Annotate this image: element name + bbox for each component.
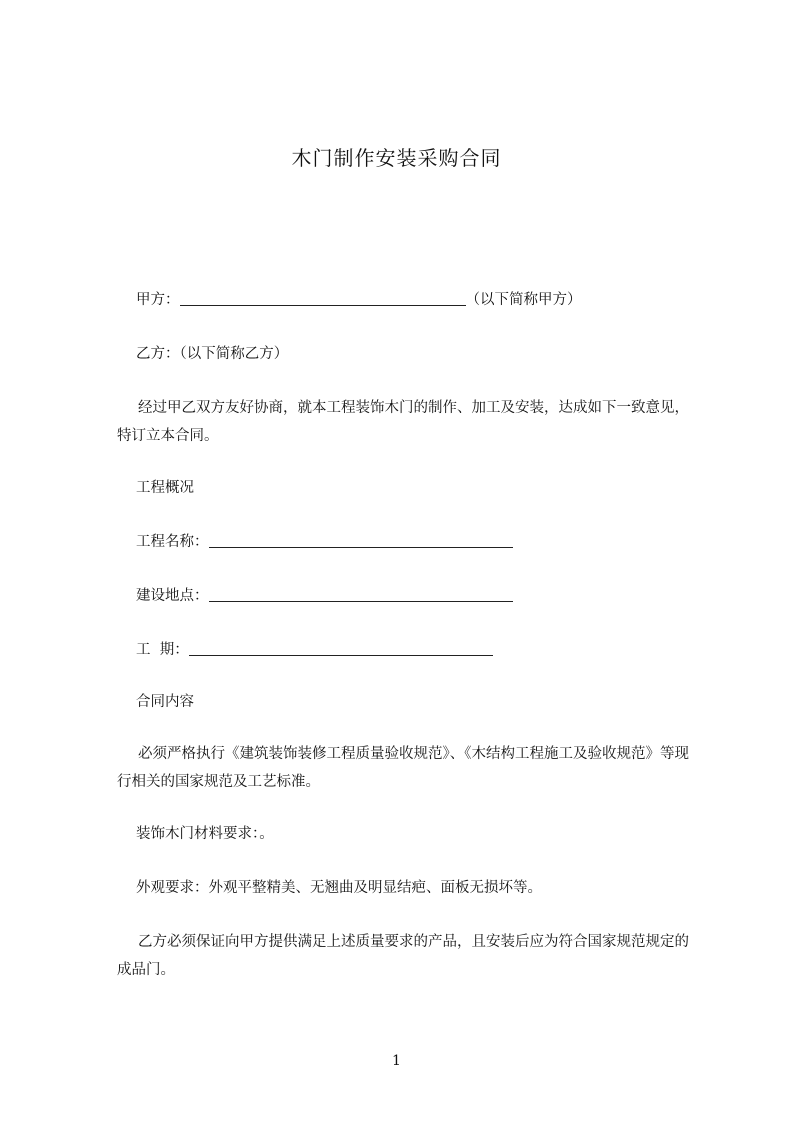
party-b-label: 乙方： xyxy=(136,346,180,362)
party-b-line xyxy=(136,340,288,368)
party-a-suffix: （以下简称甲方） xyxy=(465,292,582,308)
section-contents-heading: 合同内容 xyxy=(136,694,194,710)
duration-blank[interactable] xyxy=(189,637,493,656)
material-requirement: 装饰木门材料要求：。 xyxy=(136,826,274,842)
duration-label: 工 期： xyxy=(136,642,189,658)
duration-line xyxy=(136,636,493,664)
section-overview-heading: 工程概况 xyxy=(136,480,194,496)
party-a-label: 甲方： xyxy=(136,292,180,308)
party-a-line xyxy=(136,286,582,314)
appearance-requirement: 外观要求：外观平整精美、无翘曲及明显结疤、面板无损坏等。 xyxy=(136,880,542,896)
guarantee-paragraph: 乙方必须保证向甲方提供满足上述质量要求的产品，且安装后应为符合国家规范规定的成品门。 xyxy=(117,934,689,978)
location-line xyxy=(136,582,513,610)
project-name-label: 工程名称： xyxy=(136,534,209,550)
document-title: 木门制作安装采购合同 xyxy=(291,146,502,170)
project-name-line xyxy=(136,528,513,556)
party-a-blank[interactable] xyxy=(180,287,466,306)
page-number: 1 xyxy=(392,1053,401,1069)
location-label: 建设地点： xyxy=(136,588,209,604)
location-blank[interactable] xyxy=(209,583,513,602)
project-name-blank[interactable] xyxy=(209,529,513,548)
intro-paragraph: 经过甲乙双方友好协商，就本工程装饰木门的制作、加工及安装，达成如下一致意见，特订立本合同。 xyxy=(117,400,689,444)
standards-paragraph: 必须严格执行《建筑装饰装修工程质量验收规范》、《木结构工程施工及验收规范》等现行相关的国家规范及工艺标准。 xyxy=(117,746,689,790)
party-b-suffix: （以下简称乙方） xyxy=(179,346,289,362)
